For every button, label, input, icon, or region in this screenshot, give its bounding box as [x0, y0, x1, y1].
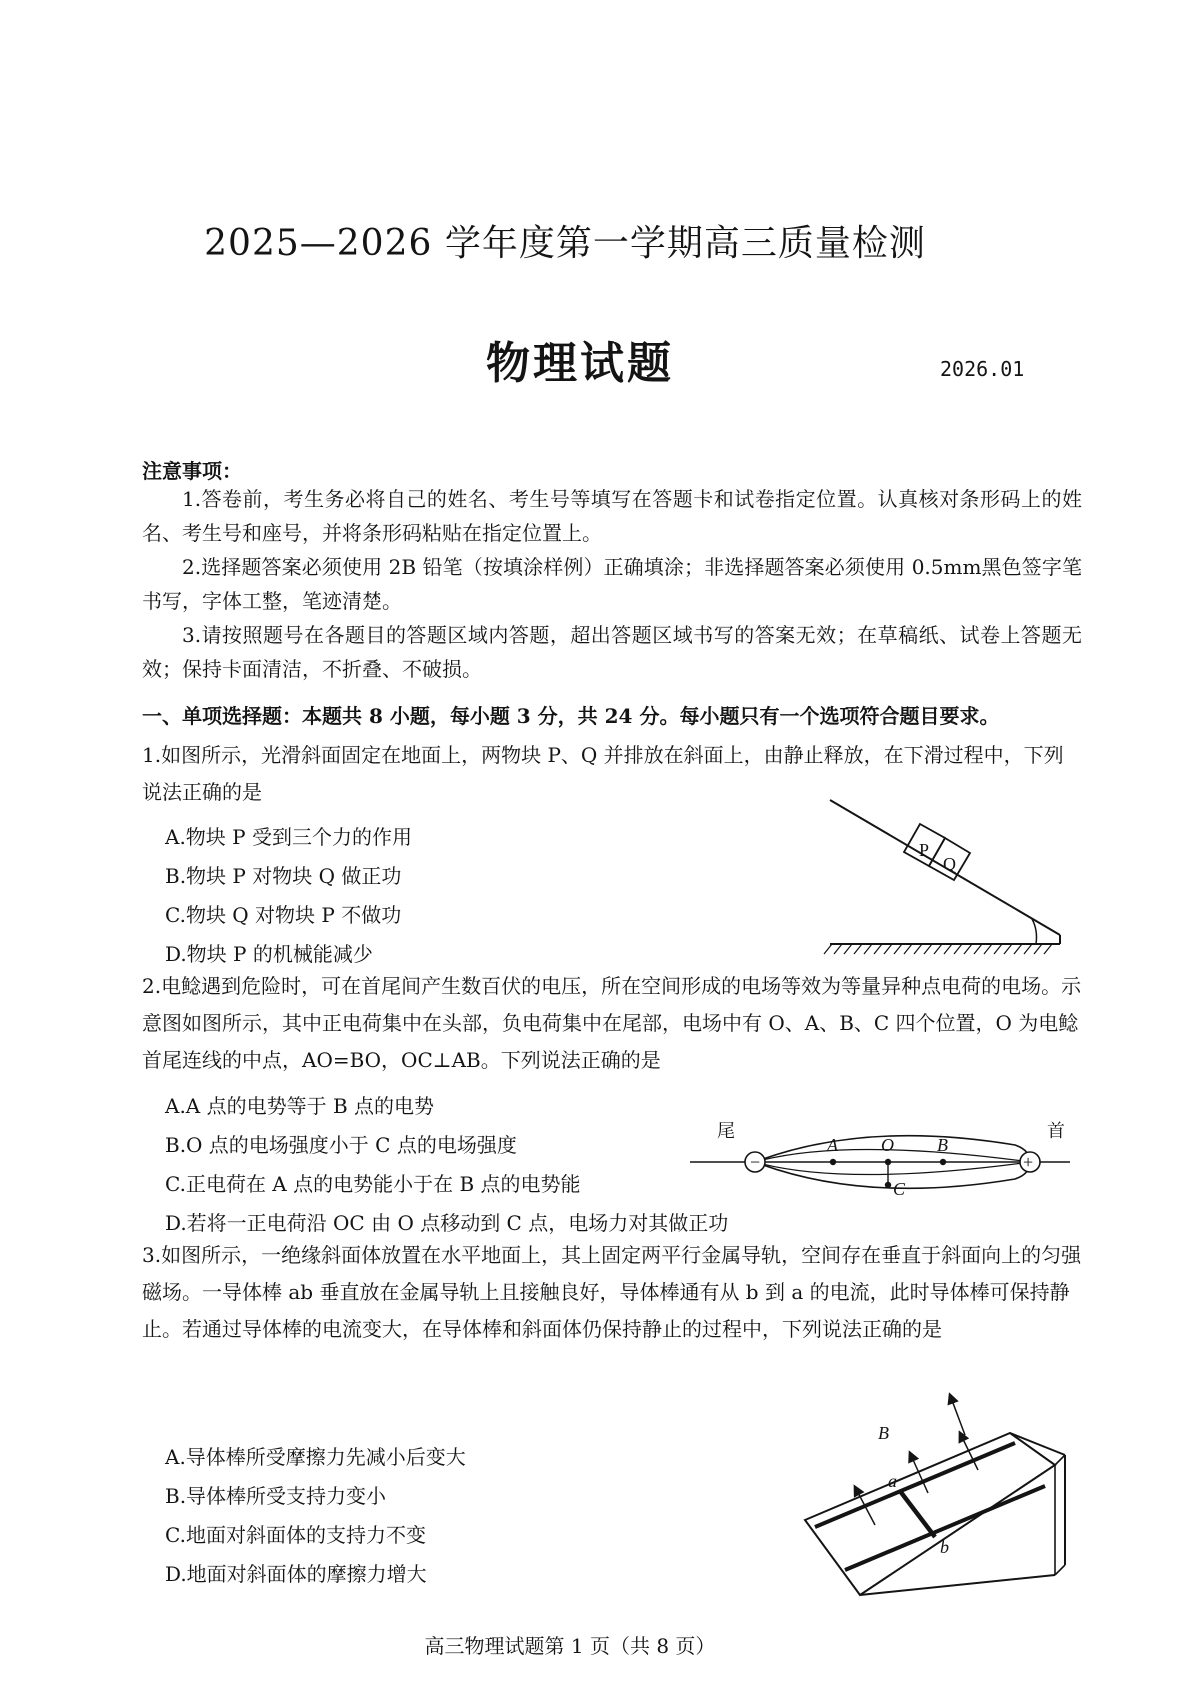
- notice-heading: 注意事项：: [142, 459, 242, 483]
- notice-item-1: 1.答卷前，考生务必将自己的姓名、考生号等填写在答题卡和试卷指定位置。认真核对条形码上的姓名、考生号和座号，并将条形码粘贴在指定位置上。: [142, 487, 1082, 545]
- point-a-label: A: [827, 1135, 838, 1155]
- question-3-option-b: B.导体棒所受支持力变小: [165, 1484, 387, 1508]
- question-1-option-c: C.物块 Q 对物块 P 不做功: [165, 903, 402, 927]
- incline-figure: [820, 790, 1080, 960]
- page-footer: 高三物理试题第 1 页（共 8 页）: [424, 1634, 716, 1658]
- question-1-stem: 1.如图所示，光滑斜面固定在地面上，两物块 P、Q 并排放在斜面上，由静止释放，在下滑过程中，下列说法正确的是: [142, 743, 1064, 804]
- question-2-stem: 2.电鲶遇到危险时，可在首尾间产生数百伏的电压，所在空间形成的电场等效为等量异种点电荷的电场。示意图如图所示，其中正电荷集中在头部，负电荷集中在尾部，电场中有 O、A、B、C 四个位置，O 为电鲶首尾连线的中点，AO=BO，OC⊥AB。下列说法正确的是: [142, 974, 1082, 1072]
- field-b-label: B: [878, 1423, 889, 1443]
- question-2-option-d: D.若将一正电荷沿 OC 由 O 点移动到 C 点，电场力对其做正功: [165, 1211, 729, 1235]
- rod-end-a-label: a: [888, 1471, 897, 1491]
- magnetic-incline-figure: [800, 1375, 1085, 1605]
- question-3-option-d: D.地面对斜面体的摩擦力增大: [165, 1562, 427, 1586]
- section-heading: 一、单项选择题：本题共 8 小题，每小题 3 分，共 24 分。每小题只有一个选项符合题目要求。: [142, 704, 1000, 728]
- question-1-option-a: A.物块 P 受到三个力的作用: [165, 825, 412, 849]
- question-3-stem: 3.如图所示，一绝缘斜面体放置在水平地面上，其上固定两平行金属导轨，空间存在垂直于斜面向上的匀强磁场。一导体棒 ab 垂直放在金属导轨上且接触良好，导体棒通有从 b 到 a 的电流，此时导体棒可保持静止。若通过导体棒的电流变大，在导体棒和斜面体仍保持静止的过程中，下列说法正确的是: [142, 1243, 1082, 1341]
- negative-charge-symbol: −: [750, 1152, 761, 1172]
- question-2-option-b: B.O 点的电场强度小于 C 点的电场强度: [165, 1133, 517, 1157]
- exam-date: 2026.01: [940, 357, 1025, 381]
- question-1-option-b: B.物块 P 对物块 Q 做正功: [165, 864, 402, 888]
- exam-title: 2025—2026 学年度第一学期高三质量检测: [204, 223, 926, 264]
- point-o-label: O: [881, 1135, 894, 1155]
- electric-fish-figure: [685, 1115, 1080, 1210]
- question-2-option-a: A.A 点的电势等于 B 点的电势: [165, 1094, 435, 1118]
- notice-item-3: 3.请按照题号在各题目的答题区域内答题，超出答题区域书写的答案无效；在草稿纸、试卷上答题无效；保持卡面清洁，不折叠、不破损。: [142, 623, 1082, 681]
- question-2-option-c: C.正电荷在 A 点的电势能小于在 B 点的电势能: [165, 1172, 581, 1196]
- exam-subject: 物理试题: [486, 338, 674, 389]
- tail-label: 尾: [717, 1121, 735, 1142]
- point-c-label: C: [893, 1179, 906, 1199]
- head-label: 首: [1047, 1121, 1065, 1142]
- block-q-label: Q: [943, 854, 956, 874]
- question-3-option-c: C.地面对斜面体的支持力不变: [165, 1523, 426, 1547]
- positive-charge-symbol: +: [1023, 1152, 1034, 1172]
- question-3-option-a: A.导体棒所受摩擦力先减小后变大: [165, 1445, 466, 1469]
- rod-end-b-label: b: [940, 1537, 949, 1557]
- block-p-label: P: [919, 840, 930, 860]
- point-b-label: B: [937, 1135, 948, 1155]
- notice-item-2: 2.选择题答案必须使用 2B 铅笔（按填涂样例）正确填涂；非选择题答案必须使用 0.5mm黑色签字笔书写，字体工整，笔迹清楚。: [142, 555, 1082, 613]
- question-1-option-d: D.物块 P 的机械能减少: [165, 942, 373, 966]
